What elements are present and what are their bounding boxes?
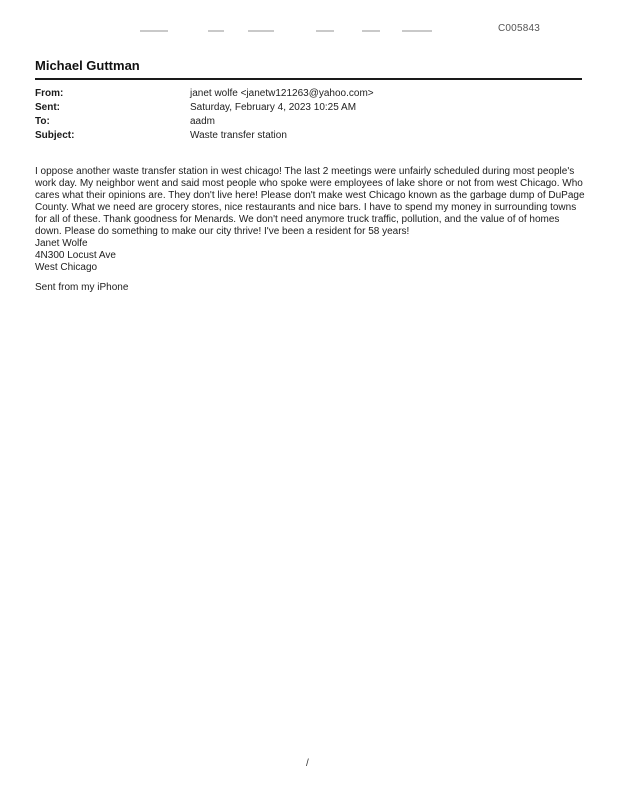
bates-number: C005843 (498, 23, 540, 34)
email-headers (35, 87, 582, 143)
body-paragraph: I oppose another waste transfer station in west chicago! The last 2 meetings were unfairly scheduled during most people's work day. My neighbor went and said most people who spoke were employees of lake shore or not from west Chicago. Who cares what their opinions are. They don't live here! Please don't make west Chicago known as the garbage dump of DuPage County. What we need are grocery stores, nice restaurants and nice bars. I have to spend my money in surrounding towns for all of these. Thank goodness for Menards. We don't need anymore truck traffic, pollution, and the value of of homes down. Please do something to make our city thrive! I've been a resident for 58 years! (35, 166, 585, 237)
signature-name: Janet Wolfe (35, 238, 88, 249)
sent-from-line: Sent from my iPhone (35, 282, 129, 293)
sender-name: Michael Guttman (35, 58, 140, 73)
subject-label: Subject: (35, 130, 75, 141)
page-mark: / (306, 758, 309, 769)
sent-label: Sent: (35, 102, 60, 113)
header-from (35, 87, 582, 101)
header-divider (35, 78, 582, 80)
header-sent (35, 101, 582, 115)
sent-value: Saturday, February 4, 2023 10:25 AM (190, 102, 357, 113)
header-stamp-marks (140, 30, 440, 36)
subject-value: Waste transfer station (190, 130, 287, 141)
from-value: janet wolfe <janetw121263@yahoo.com> (190, 88, 374, 99)
signature-city: West Chicago (35, 262, 98, 273)
to-label: To: (35, 116, 50, 127)
signature-address: 4N300 Locust Ave (35, 250, 116, 261)
header-to (35, 115, 582, 129)
from-label: From: (35, 88, 64, 99)
header-subject (35, 129, 582, 143)
to-value: aadm (190, 116, 216, 127)
email-body (35, 166, 585, 274)
